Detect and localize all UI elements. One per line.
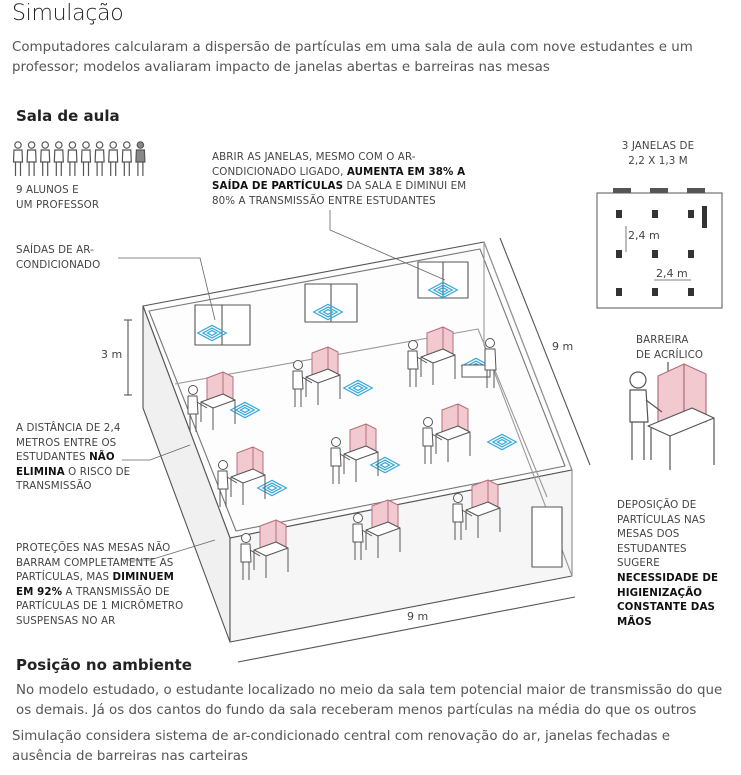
width-label: 9 m bbox=[407, 610, 429, 623]
floorplan-window bbox=[687, 188, 705, 193]
floorplan-dist-vertical: 2,4 m bbox=[628, 229, 660, 242]
floorplan-student bbox=[652, 210, 658, 218]
floorplan-windows-label: 3 JANELAS DE 2,2 X 1,3 M bbox=[621, 140, 695, 167]
depth-label: 9 m bbox=[552, 340, 574, 353]
floorplan bbox=[596, 188, 726, 313]
deposit-note: DEPOSIÇÃO DE PARTÍCULAS NAS MESAS DOS ESTUDANTES SUGERE NECESSIDADE DE HIGIENIZAÇÃO CONSTANTE DAS MÃOS bbox=[617, 499, 719, 628]
position-heading: Posição no ambiente bbox=[16, 656, 192, 674]
footer-note: Simulação considera sistema de ar-condicionado central com renovação do ar, janelas fechadas e ausência de barreiras nas carteiras bbox=[12, 729, 670, 764]
floorplan-student bbox=[616, 288, 622, 296]
floorplan-dist-horizontal: 2,4 m bbox=[656, 267, 688, 280]
acrylic-label: BARREIRA DE ACRÍLICO bbox=[636, 334, 704, 361]
distance-note: A DISTÂNCIA DE 2,4 METROS ENTRE OS ESTUDANTES NÃO ELIMINA O RISCO DE TRANSMISSÃO bbox=[16, 422, 131, 493]
door bbox=[532, 507, 562, 567]
floorplan-student bbox=[688, 288, 694, 296]
people-label: 9 ALUNOS E UM PROFESSOR bbox=[16, 184, 100, 211]
floorplan-window bbox=[613, 188, 631, 193]
acrylic-barrier-illustration bbox=[618, 360, 728, 480]
classroom-heading: Sala de aula bbox=[16, 107, 120, 125]
barrier-note: PROTEÇÕES NAS MESAS NÃO BARRAM COMPLETAMENTE AS PARTÍCULAS, MAS DIMINUEM EM 92% A TRANSMISSÃO DE PARTÍCULAS DE 1 MICRÔMETRO SUSPENSAS NO AR bbox=[16, 542, 184, 627]
height-label: 3 m bbox=[101, 348, 123, 361]
floorplan-student bbox=[616, 210, 622, 218]
floorplan-teacher-desk bbox=[702, 206, 707, 228]
floorplan-student bbox=[616, 250, 622, 258]
page-title: Simulação bbox=[12, 1, 124, 26]
ac-vents-label: SAÍDAS DE AR- CONDICIONADO bbox=[16, 244, 101, 271]
back-window-2 bbox=[305, 284, 357, 322]
windows-note: ABRIR AS JANELAS, MESMO COM O AR- CONDICIONADO LIGADO, AUMENTA EM 38% A SAÍDA DE PARTÍCULAS DA SALA E DIMINUI EM 80% A TRANSMISSÃO ENTRE ESTUDANTES bbox=[212, 151, 467, 207]
page-subtitle: Computadores calcularam a dispersão de partículas em uma sala de aula com nove estudantes e um professor; modelos avaliaram impacto de janelas abertas e barreiras nas mesas bbox=[12, 40, 693, 75]
floorplan-student bbox=[652, 288, 658, 296]
floorplan-window bbox=[650, 188, 668, 193]
position-text: No modelo estudado, o estudante localizado no meio da sala tem potencial maior de transmissão do que os demais. Já os dos cantos do fundo da sala receberam menos partículas na média do que os outros bbox=[16, 683, 723, 718]
back-window-1 bbox=[195, 305, 250, 345]
floorplan-student bbox=[688, 210, 694, 218]
floorplan-student bbox=[688, 250, 694, 258]
floorplan-student bbox=[652, 250, 658, 258]
